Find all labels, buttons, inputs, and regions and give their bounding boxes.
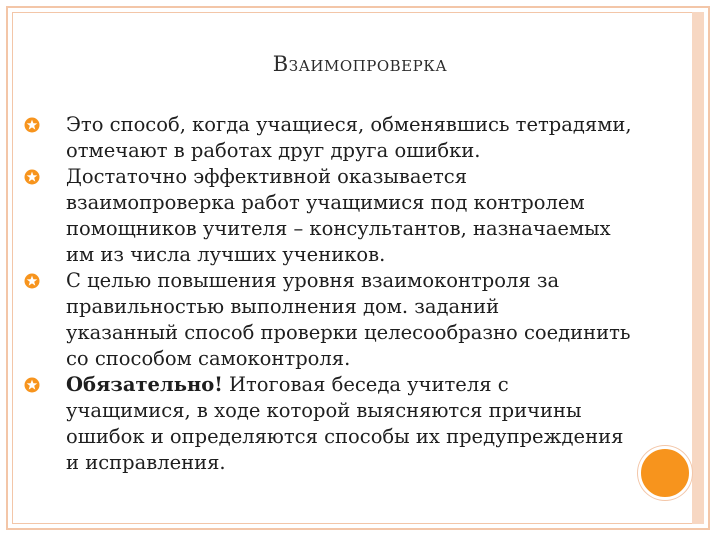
orange-star-bullet-icon [24, 377, 40, 393]
bullet-item [66, 268, 686, 372]
bullet-text-line: помощников учителя – консультантов, назначаемых [66, 217, 611, 240]
slide-title: Взаимопроверка [272, 52, 448, 76]
slide-right-accent-bar [692, 12, 704, 524]
bullet-text-line: и исправления. [66, 451, 226, 474]
orange-star-bullet-icon [24, 273, 40, 289]
bullet-text-line: отмечают в работах друг друга ошибки. [66, 139, 481, 162]
bullet-bold-lead: Обязательно! [66, 373, 223, 396]
bullet-text-line: Это способ, когда учащиеся, обменявшись тетрадями, [66, 113, 632, 136]
bullet-text-line: ошибок и определяются способы их предупреждения [66, 425, 624, 448]
bullet-text-line: указанный способ проверки целесообразно соединить [66, 321, 631, 344]
orange-star-bullet-icon [24, 117, 40, 133]
bullet-text-line: Достаточно эффективной оказывается [66, 165, 468, 188]
bullet-text-line: взаимопроверка работ учащимися под контролем [66, 191, 585, 214]
bullet-text-line: со способом самоконтроля. [66, 347, 351, 370]
orange-circle-decoration [638, 446, 692, 500]
bullet-item [66, 112, 686, 164]
bullet-list [66, 112, 686, 476]
bullet-text-line: учащимися, в ходе которой выясняются причины [66, 399, 582, 422]
bullet-text-line: С целью повышения уровня взаимоконтроля за [66, 269, 560, 292]
bullet-item [66, 372, 686, 476]
bullet-text-run: Итоговая беседа учителя с [222, 373, 509, 396]
bullet-text-line: правильностью выполнения дом. заданий [66, 295, 500, 318]
orange-star-bullet-icon [24, 169, 40, 185]
bullet-text-line: им из числа лучших учеников. [66, 243, 386, 266]
bullet-item [66, 164, 686, 268]
bullet-text-line [66, 372, 686, 398]
